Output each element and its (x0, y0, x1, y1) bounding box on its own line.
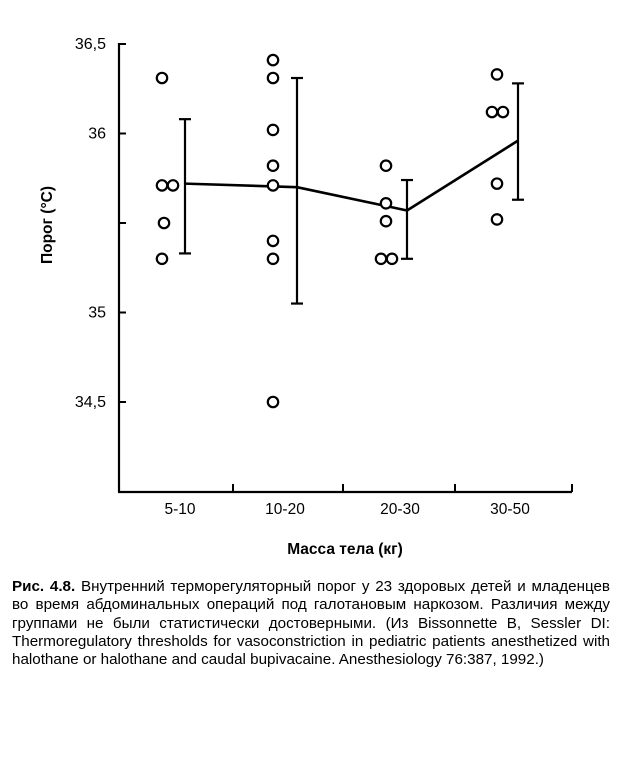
data-point (381, 161, 391, 171)
data-point (268, 236, 278, 246)
x-axis-label: Масса тела (кг) (287, 541, 403, 558)
figure-label: Рис. 4.8. (12, 578, 76, 595)
mean-line (185, 141, 518, 211)
data-points (157, 55, 508, 407)
data-point (268, 73, 278, 83)
y-tick-label: 36,5 (74, 36, 106, 53)
data-point (381, 198, 391, 208)
data-point (268, 180, 278, 190)
data-point (268, 254, 278, 264)
data-point (157, 254, 167, 264)
data-point (492, 69, 502, 79)
data-point (492, 214, 502, 224)
x-tick-label: 5-10 (164, 501, 196, 518)
data-point (487, 107, 497, 117)
data-point (268, 397, 278, 407)
y-axis-label: Порог (°С) (39, 185, 56, 265)
data-point (498, 107, 508, 117)
mean-line-group (185, 141, 518, 211)
data-point (168, 180, 178, 190)
data-point (376, 254, 386, 264)
data-point (268, 161, 278, 171)
data-point (381, 216, 391, 226)
x-tick-label: 30-50 (490, 501, 530, 518)
data-point (268, 55, 278, 65)
data-point (492, 178, 502, 188)
x-tick-label: 10-20 (265, 501, 305, 518)
caption-text: Внутренний терморегуляторный порог у 23 здоровых детей и младенцев во время абдоминальных операций под галотановым наркозом. Различия между группами не были статистически достоверными. (Из Bissonnette B, Sessler DI: Thermoregulatory thresholds for vasoconstriction in pediatric patients anesthetized with halothane or halothane and caudal bupivacaine. Anesthesiology 76:387, 1992.) (12, 578, 610, 669)
data-point (157, 73, 167, 83)
figure-caption (12, 578, 610, 669)
data-point (159, 218, 169, 228)
y-tick-label: 35 (88, 304, 106, 322)
y-tick-label: 36 (88, 125, 106, 143)
data-point (268, 125, 278, 135)
x-tick-label: 20-30 (380, 501, 420, 518)
y-tick-label: 34,5 (74, 394, 106, 411)
data-point (157, 180, 167, 190)
data-point (387, 254, 397, 264)
error-bars (179, 78, 524, 304)
x-ticks (164, 484, 572, 518)
